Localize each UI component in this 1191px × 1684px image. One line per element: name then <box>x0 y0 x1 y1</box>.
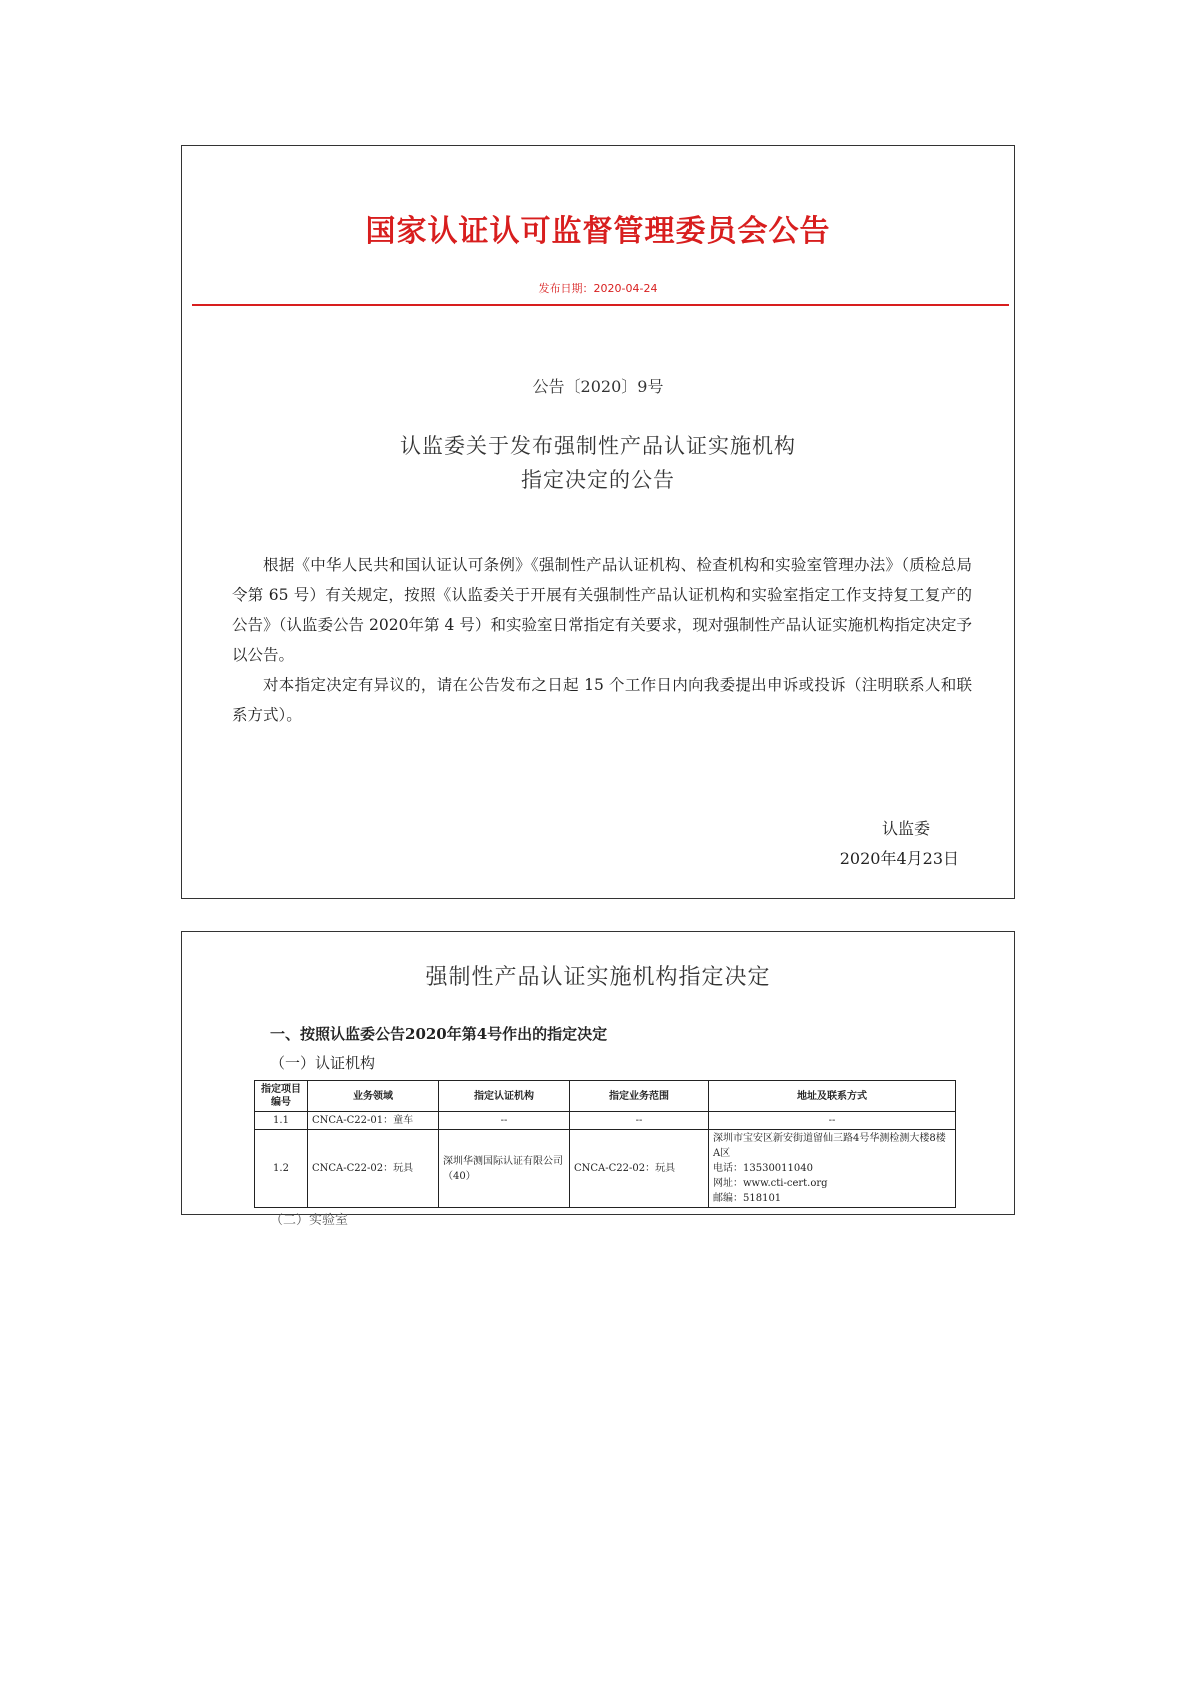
notice-body <box>232 550 972 730</box>
next-heading-partial: （二）实验室 <box>270 1213 349 1228</box>
table-header-row <box>255 1081 956 1112</box>
cell-number: 1.1 <box>255 1112 308 1130</box>
col-header-org: 指定认证机构 <box>439 1081 570 1112</box>
decision-title: 强制性产品认证实施机构指定决定 <box>425 965 771 990</box>
cell-field: CNCA-C22-01：童车 <box>308 1112 439 1130</box>
cell-scope: -- <box>570 1112 709 1130</box>
table-row <box>255 1130 956 1208</box>
cell-scope: CNCA-C22-02：玩具 <box>570 1130 709 1208</box>
signature-date: 2020年4月23日 <box>839 849 959 868</box>
assignment-table <box>254 1080 956 1208</box>
col-header-number: 指定项目编号 <box>255 1081 308 1112</box>
notice-number: 公告〔2020〕9号 <box>532 377 664 396</box>
signature-org: 认监委 <box>881 819 930 838</box>
publish-date: 发布日期：2020-04-24 <box>538 282 658 295</box>
contact-phone: 电话：13530011040 <box>713 1163 813 1174</box>
decision-panel <box>181 931 1015 1228</box>
cell-org: 深圳华测国际认证有限公司（40） <box>439 1130 570 1208</box>
contact-website[interactable]: 网址：www.cti-cert.org <box>713 1178 828 1189</box>
notice-paragraph-1: 根据《中华人民共和国认证认可条例》《强制性产品认证机构、检查机构和实验室管理办法》（质检总局令第 65 号）有关规定，按照《认监委关于开展有关强制性产品认证机构和实验室指定工作支持复工复产的公告》（认监委公告 2020年第 4 号）和实验室日常指定有关要求，现对强制性产品认证实施机构指定决定予以公告。 <box>232 556 972 664</box>
contact-address: 深圳市宝安区新安街道留仙三路4号华测检测大楼8楼A区 <box>713 1133 946 1159</box>
col-header-field: 业务领域 <box>308 1081 439 1112</box>
notice-title <box>182 429 1014 497</box>
subsection-heading-1: （一）认证机构 <box>270 1054 376 1072</box>
notice-title-line2: 指定决定的公告 <box>521 468 675 492</box>
notice-title-line1: 认监委关于发布强制性产品认证实施机构 <box>400 434 796 458</box>
contact-postcode: 邮编：518101 <box>713 1193 782 1204</box>
cell-field: CNCA-C22-02：玩具 <box>308 1130 439 1208</box>
col-header-contact: 地址及联系方式 <box>709 1081 956 1112</box>
cell-contact <box>709 1130 956 1208</box>
announcement-header-title: 国家认证认可监督管理委员会公告 <box>365 214 831 249</box>
header-divider <box>192 304 1009 306</box>
notice-paragraph-2: 对本指定决定有异议的，请在公告发布之日起 15 个工作日内向我委提出申诉或投诉（注明联系人和联系方式）。 <box>232 676 972 724</box>
table-row <box>255 1112 956 1130</box>
cell-org: -- <box>439 1112 570 1130</box>
cell-number: 1.2 <box>255 1130 308 1208</box>
announcement-panel <box>181 145 1015 899</box>
cell-contact: -- <box>709 1112 956 1130</box>
section-heading-1: 一、按照认监委公告2020年第4号作出的指定决定 <box>270 1025 608 1043</box>
col-header-scope: 指定业务范围 <box>570 1081 709 1112</box>
